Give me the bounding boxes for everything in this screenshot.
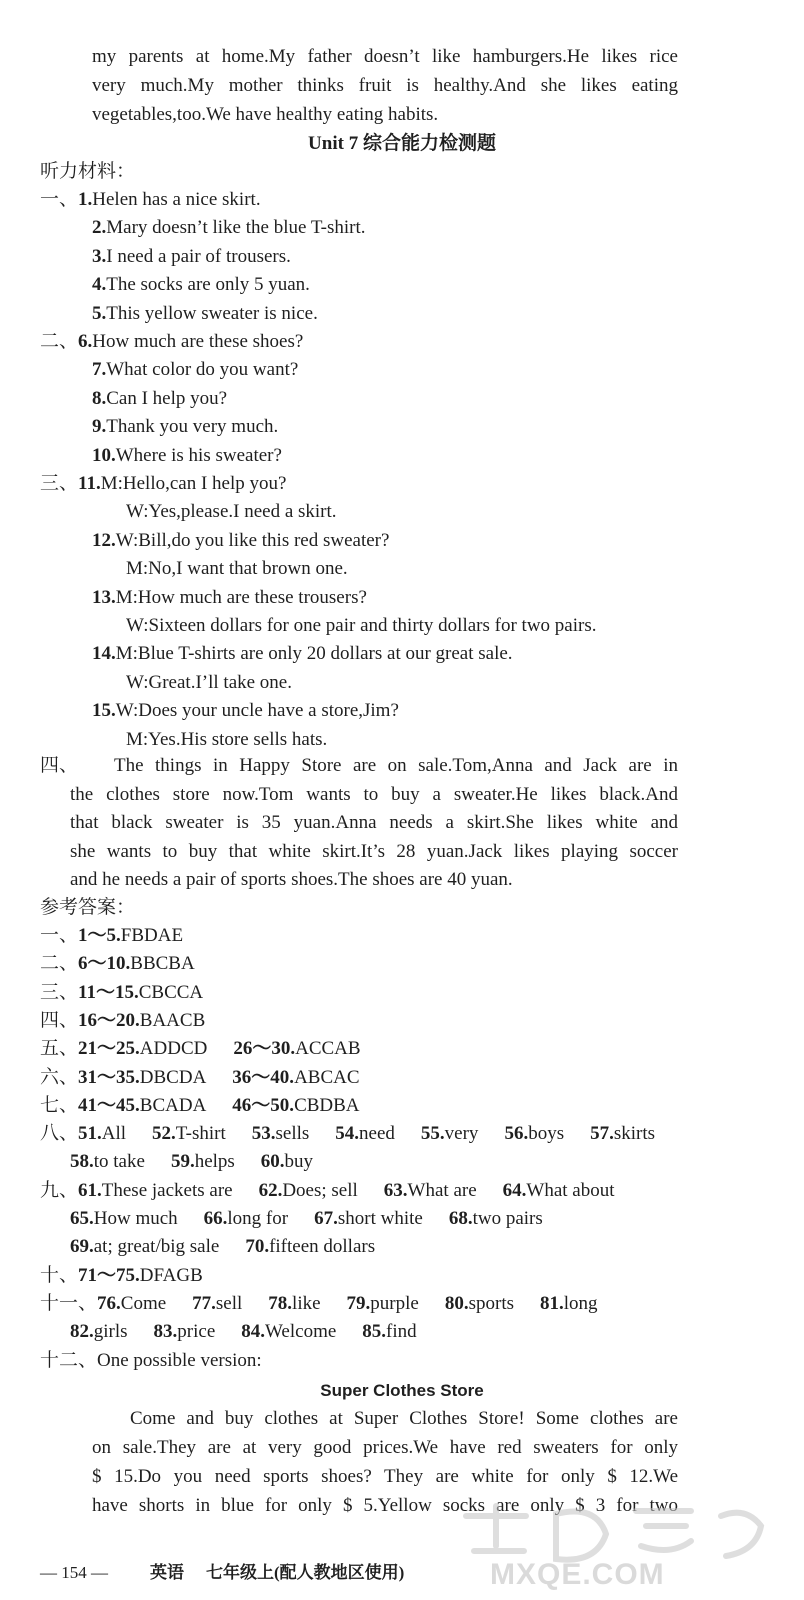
essay-line — [92, 1491, 678, 1520]
item-text: M:How much are these trousers? — [115, 587, 367, 608]
listening-item — [92, 441, 282, 470]
item-number: 1. — [78, 189, 93, 210]
answer-text: BBCBA — [130, 953, 195, 974]
answer-prefix: 十、 — [40, 1265, 79, 1286]
item-text: W:Yes,please.I need a skirt. — [126, 501, 337, 522]
item-number: 5. — [92, 303, 107, 324]
answer-number: 41～45. — [78, 1095, 140, 1116]
answer-text: boys — [528, 1123, 565, 1144]
answer-prefix: 六、 — [40, 1067, 79, 1088]
answer-number: 64. — [502, 1180, 527, 1201]
answer-row — [70, 1317, 417, 1346]
answer-text: long — [563, 1293, 598, 1314]
intro-line: very much.My mother thinks fruit is healthy.And she likes eating — [92, 75, 678, 96]
listening-item — [40, 185, 261, 214]
answer-text: All — [101, 1123, 127, 1144]
essay-text: have shorts in blue for only $ 5.Yellow socks are only $ 3 for two — [92, 1495, 678, 1516]
answer-text: ABCAC — [294, 1067, 360, 1088]
answer-number: 1～5. — [78, 925, 121, 946]
answer-prefix: 十一、 — [40, 1293, 98, 1314]
answer-row — [40, 921, 183, 950]
essay-line — [92, 1433, 678, 1462]
answer-number: 63. — [383, 1180, 408, 1201]
answer-row — [70, 1147, 313, 1176]
answer-number: 78. — [268, 1293, 293, 1314]
listening-item — [126, 554, 348, 583]
item-number: 7. — [92, 359, 107, 380]
intro-line: vegetables,too.We have healthy eating habits. — [92, 104, 439, 125]
answer-text: These jackets are — [101, 1180, 233, 1201]
essay-line — [92, 1462, 678, 1491]
item-prefix: 三、 — [40, 473, 79, 494]
answer-text: T-shirt — [175, 1123, 226, 1144]
item-text: M:No,I want that brown one. — [126, 558, 348, 579]
item-number: 10. — [92, 445, 116, 466]
item-number: 4. — [92, 274, 107, 295]
answer-number: 54. — [335, 1123, 360, 1144]
answer-text: DFAGB — [139, 1265, 203, 1286]
answer-number: 53. — [251, 1123, 276, 1144]
item-number: 11. — [78, 473, 101, 494]
answer-text: price — [177, 1321, 216, 1342]
answer-prefix: 二、 — [40, 953, 79, 974]
answer-number: 55. — [420, 1123, 445, 1144]
listening-item — [126, 725, 327, 754]
essay-text: on sale.They are at very good prices.We have red sweaters for only — [92, 1437, 678, 1458]
answer-number: 82. — [70, 1321, 94, 1342]
item-text: W:Does your uncle have a store,Jim? — [115, 700, 399, 721]
answer-text: to take — [93, 1151, 145, 1172]
answer-text: ACCAB — [295, 1038, 361, 1059]
listening-heading: 听力材料： — [40, 161, 136, 182]
footer-grade: 七年级上(配人教地区使用) — [206, 1563, 405, 1582]
listening-item — [92, 412, 278, 441]
item-number: 12. — [92, 530, 116, 551]
item-number: 3. — [92, 246, 107, 267]
item-number: 15. — [92, 700, 116, 721]
answer-text: sell — [215, 1293, 243, 1314]
answer-number: 56. — [504, 1123, 529, 1144]
answer-prefix: 九、 — [40, 1180, 79, 1201]
answer-number: 83. — [153, 1321, 178, 1342]
answer-text: Come — [120, 1293, 167, 1314]
answer-prefix: 三、 — [40, 982, 79, 1003]
listening-item — [92, 583, 367, 612]
passage-line — [70, 837, 678, 866]
answer-text: What are — [407, 1180, 477, 1201]
answer-text: BAACB — [139, 1010, 206, 1031]
answer-text: ADDCD — [139, 1038, 208, 1059]
answer-text: very — [444, 1123, 479, 1144]
item-number: 8. — [92, 388, 107, 409]
passage-line — [114, 751, 678, 780]
answer-number: 76. — [97, 1293, 121, 1314]
item-number: 13. — [92, 587, 116, 608]
passage-text: that black sweater is 35 yuan.Anna needs a skirt.She likes white and — [70, 812, 678, 833]
answer-number: 85. — [362, 1321, 387, 1342]
listening-item — [92, 299, 318, 328]
listening-item — [92, 384, 227, 413]
listening-item — [126, 611, 596, 640]
answer-number: 31～35. — [78, 1067, 140, 1088]
listening-item — [92, 242, 291, 271]
answer-text: CBCCA — [138, 982, 204, 1003]
answer-row — [40, 1006, 205, 1035]
answer-number: 57. — [590, 1123, 614, 1144]
answer-text: buy — [284, 1151, 314, 1172]
answer-text: short white — [337, 1208, 423, 1229]
listening-item — [40, 469, 286, 498]
answer-number: 52. — [152, 1123, 176, 1144]
essay-title: Super Clothes Store — [320, 1381, 484, 1400]
answer-number: 79. — [346, 1293, 371, 1314]
passage-text: and he needs a pair of sports shoes.The shoes are 40 yuan. — [70, 869, 513, 890]
answer-number: 65. — [70, 1208, 94, 1229]
listening-item — [92, 213, 366, 242]
answer-text: Does; sell — [282, 1180, 358, 1201]
listening-item — [92, 526, 389, 555]
answer-text: sports — [468, 1293, 514, 1314]
answer-prefix: 一、 — [40, 925, 79, 946]
answer-row — [40, 949, 195, 978]
answer-number: 59. — [170, 1151, 195, 1172]
item-prefix: 四、 — [40, 755, 79, 776]
item-text: W:Bill,do you like this red sweater? — [115, 530, 390, 551]
item-text: The socks are only 5 yuan. — [106, 274, 310, 295]
item-text: Where is his sweater? — [115, 445, 282, 466]
answer-text: girls — [93, 1321, 128, 1342]
listening-item — [92, 639, 513, 668]
answer-row — [40, 1176, 615, 1205]
item-text: Thank you very much. — [106, 416, 279, 437]
answer-text: sells — [275, 1123, 310, 1144]
answer-text: FBDAE — [120, 925, 184, 946]
answer-number: 77. — [192, 1293, 216, 1314]
passage-line — [70, 808, 678, 837]
answer-number: 80. — [444, 1293, 469, 1314]
listening-item — [126, 668, 292, 697]
passage-text: The things in Happy Store are on sale.Tom,Anna and Jack are in — [114, 755, 678, 776]
answer-prefix: 十二、 — [40, 1350, 98, 1371]
answer-text: long for — [227, 1208, 289, 1229]
item-prefix: 一、 — [40, 189, 79, 210]
answer-row — [40, 978, 203, 1007]
intro-line: my parents at home.My father doesn’t like hamburgers.He likes rice — [92, 46, 678, 67]
item-text: I need a pair of trousers. — [106, 246, 291, 267]
answer-number: 84. — [241, 1321, 266, 1342]
answer-text: need — [359, 1123, 395, 1144]
answer-text: find — [386, 1321, 417, 1342]
answer-row — [40, 1034, 361, 1063]
passage-line — [70, 780, 678, 809]
answer-number: 66. — [203, 1208, 228, 1229]
answer-text: like — [292, 1293, 321, 1314]
item-text: Mary doesn’t like the blue T-shirt. — [106, 217, 366, 238]
answer-number: 69. — [70, 1236, 94, 1257]
item-number: 6. — [78, 331, 93, 352]
answer-number: 62. — [258, 1180, 283, 1201]
passage-text: she wants to buy that white skirt.It’s 28 yuan.Jack likes playing soccer — [70, 841, 678, 862]
answer-prefix: 七、 — [40, 1095, 79, 1116]
item-prefix: 二、 — [40, 331, 79, 352]
listening-item — [126, 497, 337, 526]
answer-number: 26～30. — [233, 1038, 296, 1059]
unit-title: Unit 7 综合能力检测题 — [308, 133, 496, 154]
answer-prefix: 五、 — [40, 1038, 79, 1059]
answer-row — [70, 1232, 375, 1261]
answer-text: fifteen dollars — [269, 1236, 376, 1257]
answer-number: 81. — [540, 1293, 564, 1314]
answer-number: 51. — [78, 1123, 102, 1144]
watermark-text: MXQE.COM — [490, 1558, 665, 1591]
item-text: Can I help you? — [106, 388, 228, 409]
answer-number: 58. — [70, 1151, 94, 1172]
answer-number: 71～75. — [78, 1265, 140, 1286]
item-text: W:Sixteen dollars for one pair and thirty dollars for two pairs. — [126, 615, 597, 636]
answer-number: 68. — [448, 1208, 473, 1229]
passage-line — [70, 865, 513, 894]
footer-subject: 英语 — [150, 1563, 184, 1582]
item-text: M:Hello,can I help you? — [100, 473, 287, 494]
item-text: M:Yes.His store sells hats. — [126, 729, 328, 750]
answer-row — [40, 1063, 360, 1092]
answer-row — [40, 1346, 262, 1375]
answer-text: BCADA — [139, 1095, 207, 1116]
answer-prefix: 八、 — [40, 1123, 79, 1144]
answer-number: 60. — [260, 1151, 285, 1172]
answer-number: 70. — [245, 1236, 270, 1257]
answer-row — [40, 1261, 203, 1290]
answer-text: CBDBA — [294, 1095, 360, 1116]
answer-text: What about — [526, 1180, 615, 1201]
answer-number: 36～40. — [232, 1067, 295, 1088]
answer-number: 61. — [78, 1180, 102, 1201]
answer-row — [70, 1204, 543, 1233]
answer-text: DBCDA — [139, 1067, 207, 1088]
answer-text: One possible version: — [97, 1350, 262, 1371]
listening-item — [92, 355, 298, 384]
essay-text: $ 15.Do you need sports shoes? They are white for only $ 12.We — [92, 1466, 678, 1487]
answer-number: 46～50. — [232, 1095, 295, 1116]
listening-item — [92, 696, 399, 725]
item-text: M:Blue T-shirts are only 20 dollars at our great sale. — [115, 643, 513, 664]
answer-row — [40, 1119, 655, 1148]
passage-text: the clothes store now.Tom wants to buy a sweater.He likes black.And — [70, 784, 678, 805]
item-text: W:Great.I’ll take one. — [126, 672, 292, 693]
answers-heading: 参考答案： — [40, 897, 136, 918]
answer-text: skirts — [613, 1123, 656, 1144]
answer-text: Welcome — [265, 1321, 337, 1342]
page-number: — 154 — — [40, 1563, 108, 1582]
answer-text: helps — [194, 1151, 235, 1172]
item-number: 2. — [92, 217, 107, 238]
answer-number: 16～20. — [78, 1010, 140, 1031]
answer-row — [40, 1289, 598, 1318]
answer-prefix: 四、 — [40, 1010, 79, 1031]
item-text: This yellow sweater is nice. — [106, 303, 318, 324]
answer-number: 21～25. — [78, 1038, 140, 1059]
essay-text: Come and buy clothes at Super Clothes Store! Some clothes are — [130, 1408, 678, 1429]
answer-text: How much — [93, 1208, 178, 1229]
listening-item — [92, 270, 310, 299]
answer-number: 6～10. — [78, 953, 131, 974]
answer-text: two pairs — [472, 1208, 543, 1229]
answer-number: 11～15. — [78, 982, 139, 1003]
item-text: Helen has a nice skirt. — [92, 189, 261, 210]
item-number: 14. — [92, 643, 116, 664]
essay-line — [130, 1404, 678, 1433]
answer-text: at; great/big sale — [93, 1236, 220, 1257]
answer-text: purple — [370, 1293, 419, 1314]
answer-number: 67. — [314, 1208, 338, 1229]
passage-prefix — [40, 751, 78, 780]
item-number: 9. — [92, 416, 107, 437]
listening-item — [40, 327, 303, 356]
item-text: How much are these shoes? — [92, 331, 304, 352]
item-text: What color do you want? — [106, 359, 299, 380]
answer-row — [40, 1091, 360, 1120]
